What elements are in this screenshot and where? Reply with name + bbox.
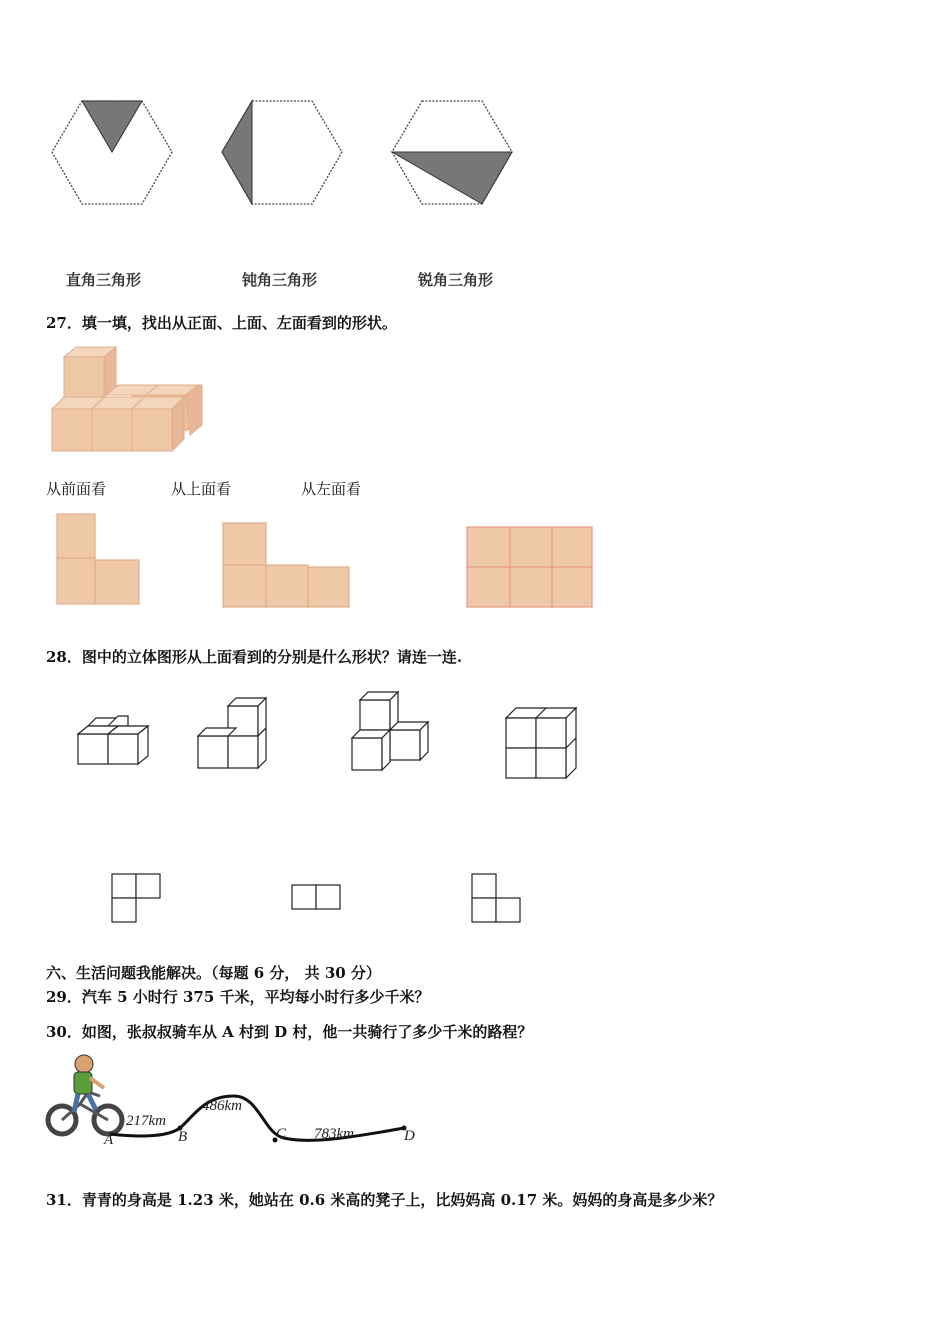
- point-d-label: D: [404, 1128, 415, 1144]
- top-view-option-1: [110, 872, 165, 924]
- bicycle-route-figure: [44, 1052, 434, 1152]
- top-view-option-2: [290, 883, 345, 913]
- view-shape-1: [55, 512, 145, 610]
- hexagon-acute-triangle-figure: [390, 98, 515, 208]
- caption-right-triangle: 直角三角形: [66, 271, 142, 289]
- point-c-label: C: [276, 1126, 287, 1142]
- top-view-option-3: [470, 872, 525, 924]
- hexagon-right-triangle-figure: [50, 98, 175, 208]
- view-label-front: 从前面看: [46, 480, 107, 498]
- question-30: 30．如图，张叔叔骑车从 A 村到 D 村，他一共骑行了多少千米的路程？: [46, 1023, 533, 1041]
- view-label-top: 从上面看: [171, 480, 232, 498]
- solid-figure-3: [348, 688, 438, 776]
- solid-figure-4: [502, 704, 582, 782]
- section-6-heading: 六、生活问题我能解决。（每题 6 分， 共 30 分）: [46, 964, 381, 982]
- solid-figure-2: [196, 694, 276, 774]
- caption-acute-triangle: 锐角三角形: [418, 271, 494, 289]
- question-29: 29．汽车 5 小时行 375 千米，平均每小时行多少千米？: [46, 988, 430, 1006]
- view-shape-2: [220, 521, 355, 611]
- distance-cd-label: 783km: [314, 1126, 354, 1142]
- distance-ab-label: 217km: [126, 1113, 166, 1129]
- distance-bc-label: 486km: [202, 1098, 242, 1114]
- caption-obtuse-triangle: 钝角三角形: [242, 271, 318, 289]
- hexagon-obtuse-triangle-figure: [220, 98, 345, 208]
- question-28: 28．图中的立体图形从上面看到的分别是什么形状？请连一连.: [46, 648, 463, 666]
- point-b-label: B: [178, 1129, 188, 1145]
- question-27: 27．填一填，找出从正面、上面、左面看到的形状。: [46, 314, 397, 332]
- solid-figure-1: [74, 712, 154, 772]
- question-31: 31．青青的身高是 1.23 米，她站在 0.6 米高的凳子上，比妈妈高 0.17 米。妈妈的身高是多少米？: [46, 1191, 723, 1209]
- cyclist-icon: [48, 1055, 122, 1134]
- cube-stack-3d-figure: [50, 345, 210, 460]
- view-shape-3: [464, 524, 596, 612]
- point-a-label: A: [104, 1132, 114, 1148]
- view-label-left: 从左面看: [301, 480, 362, 498]
